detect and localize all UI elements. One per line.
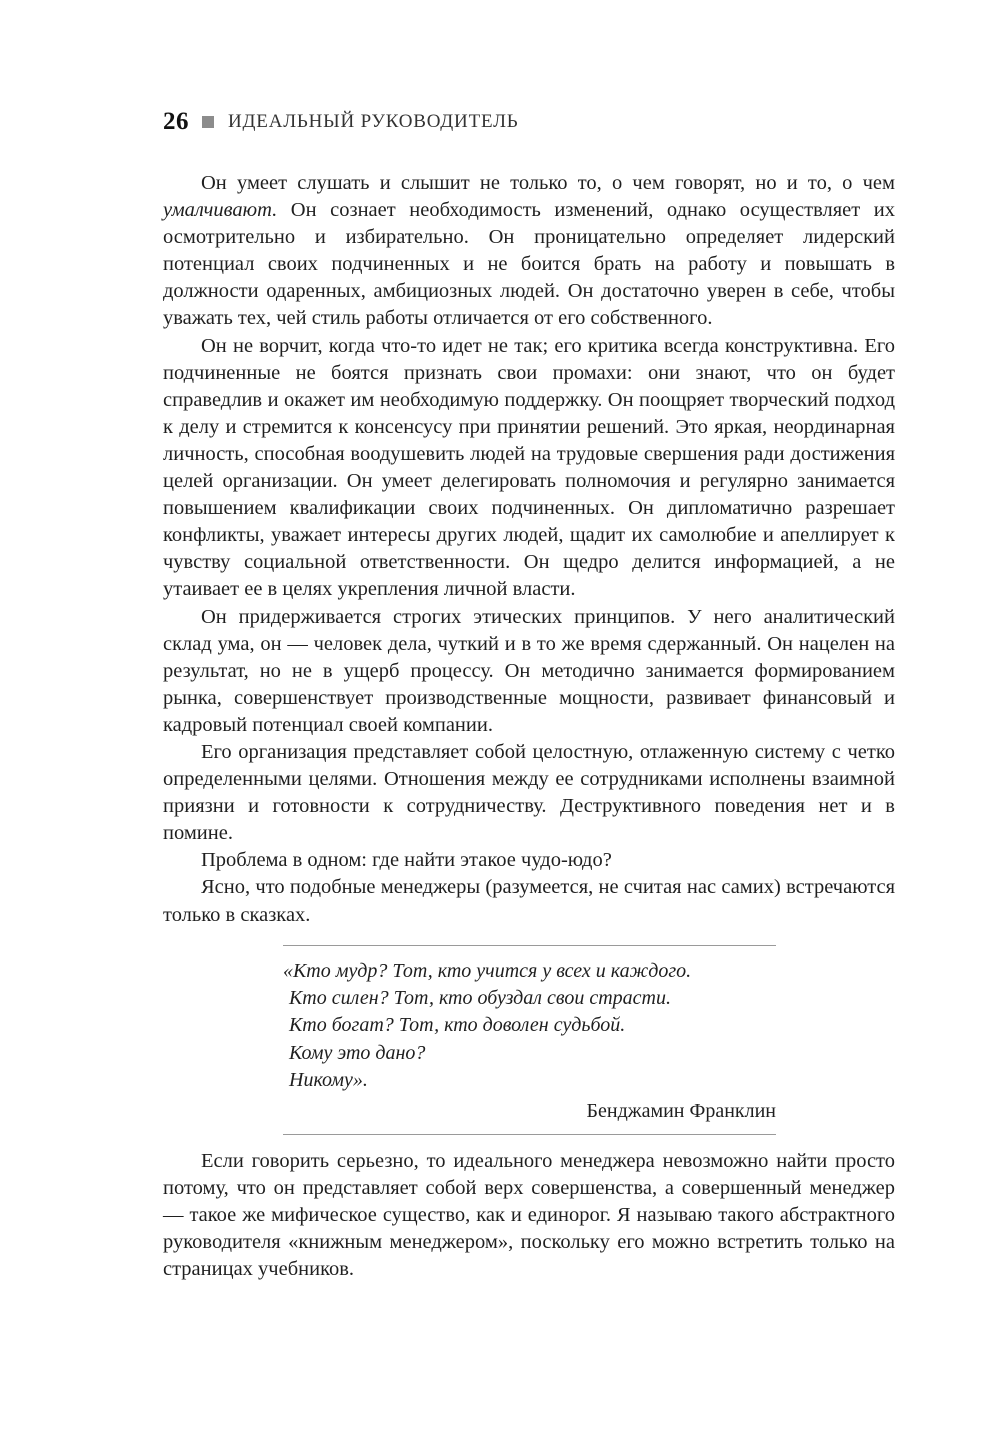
paragraph-3: Он придерживается строгих этических принципов. У него аналитический склад ума, он — человек дела, чуткий и в то же время сдержанный. Он нацелен на результат, но не в ущерб процессу. Он методично занимается формированием рынка, совершенствует производственные мощности, развивает финансовый и кадровый потенциал своей компании. (163, 605, 895, 736)
paragraph-1-emphasis: умалчивают. (163, 199, 278, 222)
closing-paragraph: Если говорить серьезно, то идеального менеджера невозможно найти просто потому, что он представляет собой верх совершенства, а совершенный менеджер — такое же мифическое существо, как и единорог. Я называю такого абстрактного руководителя «книжным менеджером», поскольку его можно встретить только на страницах учебников. (163, 1150, 895, 1281)
epigraph-attribution: Бенджамин Франклин (586, 1100, 776, 1123)
closing-text (163, 1148, 895, 1283)
paragraph-1-text-start: Он умеет слушать и слышит не только то, о чем говорят, но и то, о чем (201, 172, 895, 194)
paragraph-1-text-end: Он сознает необходимость изменений, однако осуществляет их осмотрительно и избирательно. Он проницательно определяет лидерский потенциал своих подчиненных и не боится брать на работу и повышать в должности одаренных, амбициозных людей. Он достаточно уверен в себе, чтобы уважать тех, чей стиль работы отличается от его собственного. (163, 199, 895, 330)
epigraph-lines (283, 946, 776, 1094)
page-number: 26 (163, 108, 189, 135)
epigraph-line: Кому это дано? (289, 1041, 426, 1064)
epigraph-line: Никому». (289, 1068, 368, 1091)
main-text (163, 170, 895, 929)
paragraph-2: Он не ворчит, когда что-то идет не так; его критика всегда конструктивна. Его подчиненные не боятся признать свои промахи: они знают, что он будет справедлив и окажет им необходимую поддержку. Он поощряет творческий подход к делу и стремится к консенсусу при принятии решений. Это яркая, неординарная личность, способная воодушевить людей на трудовые свершения ради достижения целей организации. Он умеет делегировать полномочия и регулярно занимается повышением квалификации своих подчиненных. Он дипломатично разрешает конфликты, уважает интересы других людей, щадит их самолюбие и апеллирует к чувству социальной ответственности. Он щедро делится информацией, а не утаивает ее в целях укрепления личной власти. (163, 334, 895, 601)
epigraph-line: «Кто мудр? Тот, кто учится у всех и каждого. (283, 960, 692, 982)
paragraph-5: Проблема в одном: где найти этакое чудо-юдо? (201, 849, 612, 872)
paragraph-1 (163, 170, 895, 333)
epigraph-quote (283, 945, 776, 1135)
epigraph-bottom-rule (283, 1134, 776, 1135)
header-square-icon (202, 116, 214, 128)
page-header (163, 108, 519, 136)
paragraph-6: Ясно, что подобные менеджеры (разумеется, не считая нас самих) встречаются только в сказках. (163, 876, 895, 926)
running-title: ИДЕАЛЬНЫЙ РУКОВОДИТЕЛЬ (228, 111, 519, 132)
epigraph-line: Кто богат? Тот, кто доволен судьбой. (289, 1014, 626, 1037)
paragraph-4: Его организация представляет собой целостную, отлаженную систему с четко определенными целями. Отношения между ее сотрудниками исполнены взаимной приязни и готовности к сотрудничеству. Деструктивного поведения нет и в помине. (163, 740, 895, 845)
epigraph-line: Кто силен? Тот, кто обуздал свои страсти. (289, 987, 671, 1010)
